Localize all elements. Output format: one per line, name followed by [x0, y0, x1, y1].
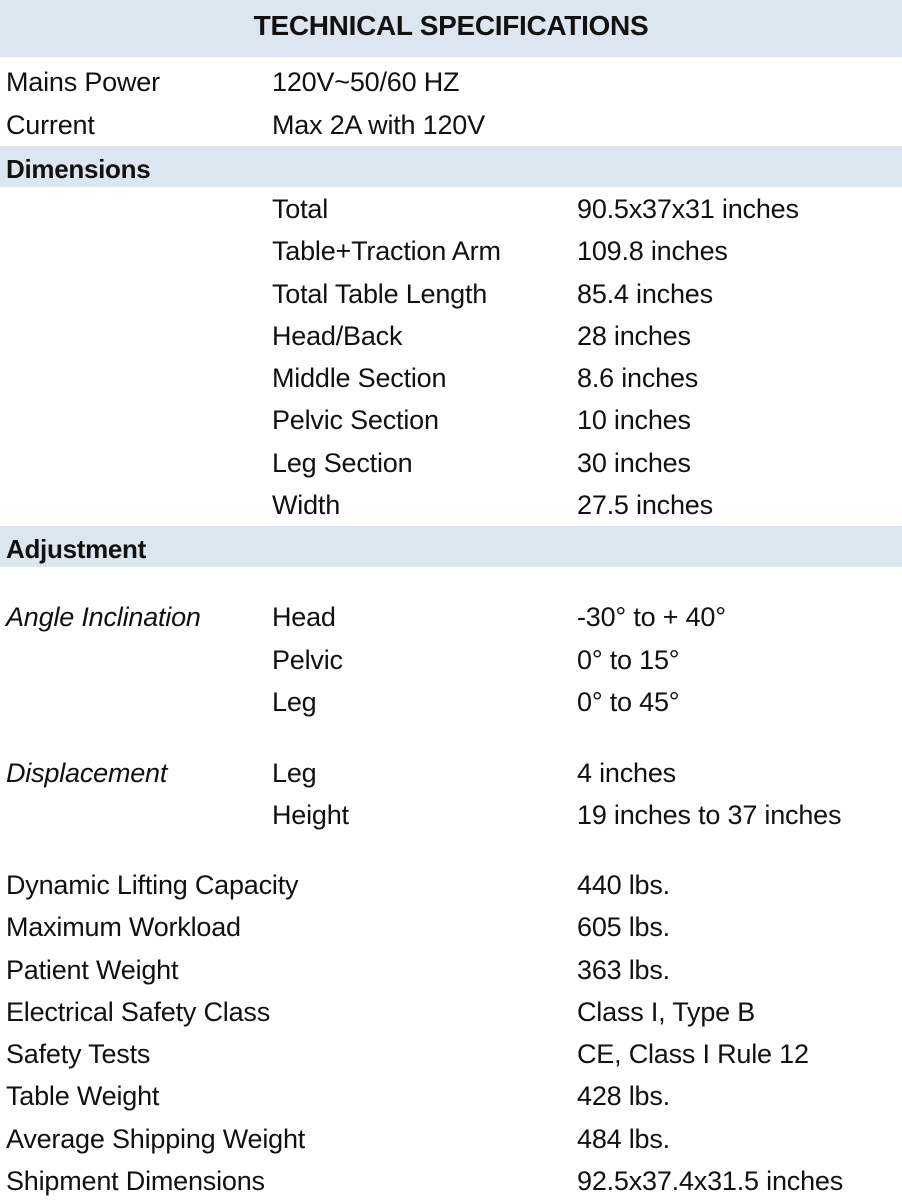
- dimensions-band: [0, 146, 902, 187]
- dim-value: 30 inches: [577, 448, 691, 478]
- spec-value: 363 lbs.: [577, 955, 670, 985]
- dimensions-heading: Dimensions: [6, 154, 151, 184]
- adjustment-band: [0, 526, 902, 567]
- spec-value: 440 lbs.: [577, 870, 670, 900]
- page-title: TECHNICAL SPECIFICATIONS: [253, 10, 649, 41]
- current-value: Max 2A with 120V: [272, 110, 485, 140]
- dim-label: Leg Section: [272, 448, 413, 478]
- dim-value: 85.4 inches: [577, 279, 713, 309]
- current-label: Current: [6, 110, 95, 140]
- displacement-row-label: Leg: [272, 758, 317, 788]
- power-value: 120V~50/60 HZ: [272, 67, 460, 97]
- spec-value: 428 lbs.: [577, 1081, 670, 1111]
- displacement-row-value: 4 inches: [577, 758, 676, 788]
- spec-label: Safety Tests: [6, 1039, 151, 1069]
- dim-value: 10 inches: [577, 405, 691, 435]
- angle-label: Head: [272, 602, 336, 632]
- spec-value: CE, Class I Rule 12: [577, 1039, 809, 1069]
- angle-label: Leg: [272, 687, 317, 717]
- displacement-row-value: 19 inches to 37 inches: [577, 800, 842, 830]
- spec-value: 605 lbs.: [577, 912, 670, 942]
- angle-label: Pelvic: [272, 645, 343, 675]
- spec-value: Class I, Type B: [577, 997, 756, 1027]
- dim-value: 28 inches: [577, 321, 691, 351]
- dim-value: 109.8 inches: [577, 236, 728, 266]
- dim-label: Pelvic Section: [272, 405, 439, 435]
- spec-label: Patient Weight: [6, 955, 179, 985]
- displacement-label: Displacement: [6, 758, 168, 788]
- dim-label: Total Table Length: [272, 279, 488, 309]
- spec-label: Maximum Workload: [6, 912, 241, 942]
- spec-label: Dynamic Lifting Capacity: [6, 870, 299, 900]
- spec-label: Table Weight: [6, 1081, 160, 1111]
- spec-label: Average Shipping Weight: [6, 1124, 306, 1154]
- dim-value: 8.6 inches: [577, 363, 699, 393]
- angle-value: 0° to 45°: [577, 687, 680, 717]
- dim-label: Table+Traction Arm: [272, 236, 501, 266]
- spec-value: 92.5x37.4x31.5 inches: [577, 1166, 843, 1196]
- dim-label: Middle Section: [272, 363, 447, 393]
- dim-value: 27.5 inches: [577, 490, 713, 520]
- spec-value: 484 lbs.: [577, 1124, 670, 1154]
- dim-label: Head/Back: [272, 321, 403, 351]
- title-band: [0, 0, 902, 57]
- power-label: Mains Power: [6, 67, 160, 97]
- displacement-row-label: Height: [272, 800, 349, 830]
- spec-label: Shipment Dimensions: [6, 1166, 265, 1196]
- angle-inclination-label: Angle Inclination: [6, 602, 201, 632]
- adjustment-heading: Adjustment: [6, 534, 147, 564]
- angle-value: 0° to 15°: [577, 645, 680, 675]
- spec-label: Electrical Safety Class: [6, 997, 270, 1027]
- dim-label: Width: [272, 490, 341, 520]
- dim-label: Total: [272, 194, 329, 224]
- angle-value: -30° to + 40°: [577, 602, 726, 632]
- dim-value: 90.5x37x31 inches: [577, 194, 799, 224]
